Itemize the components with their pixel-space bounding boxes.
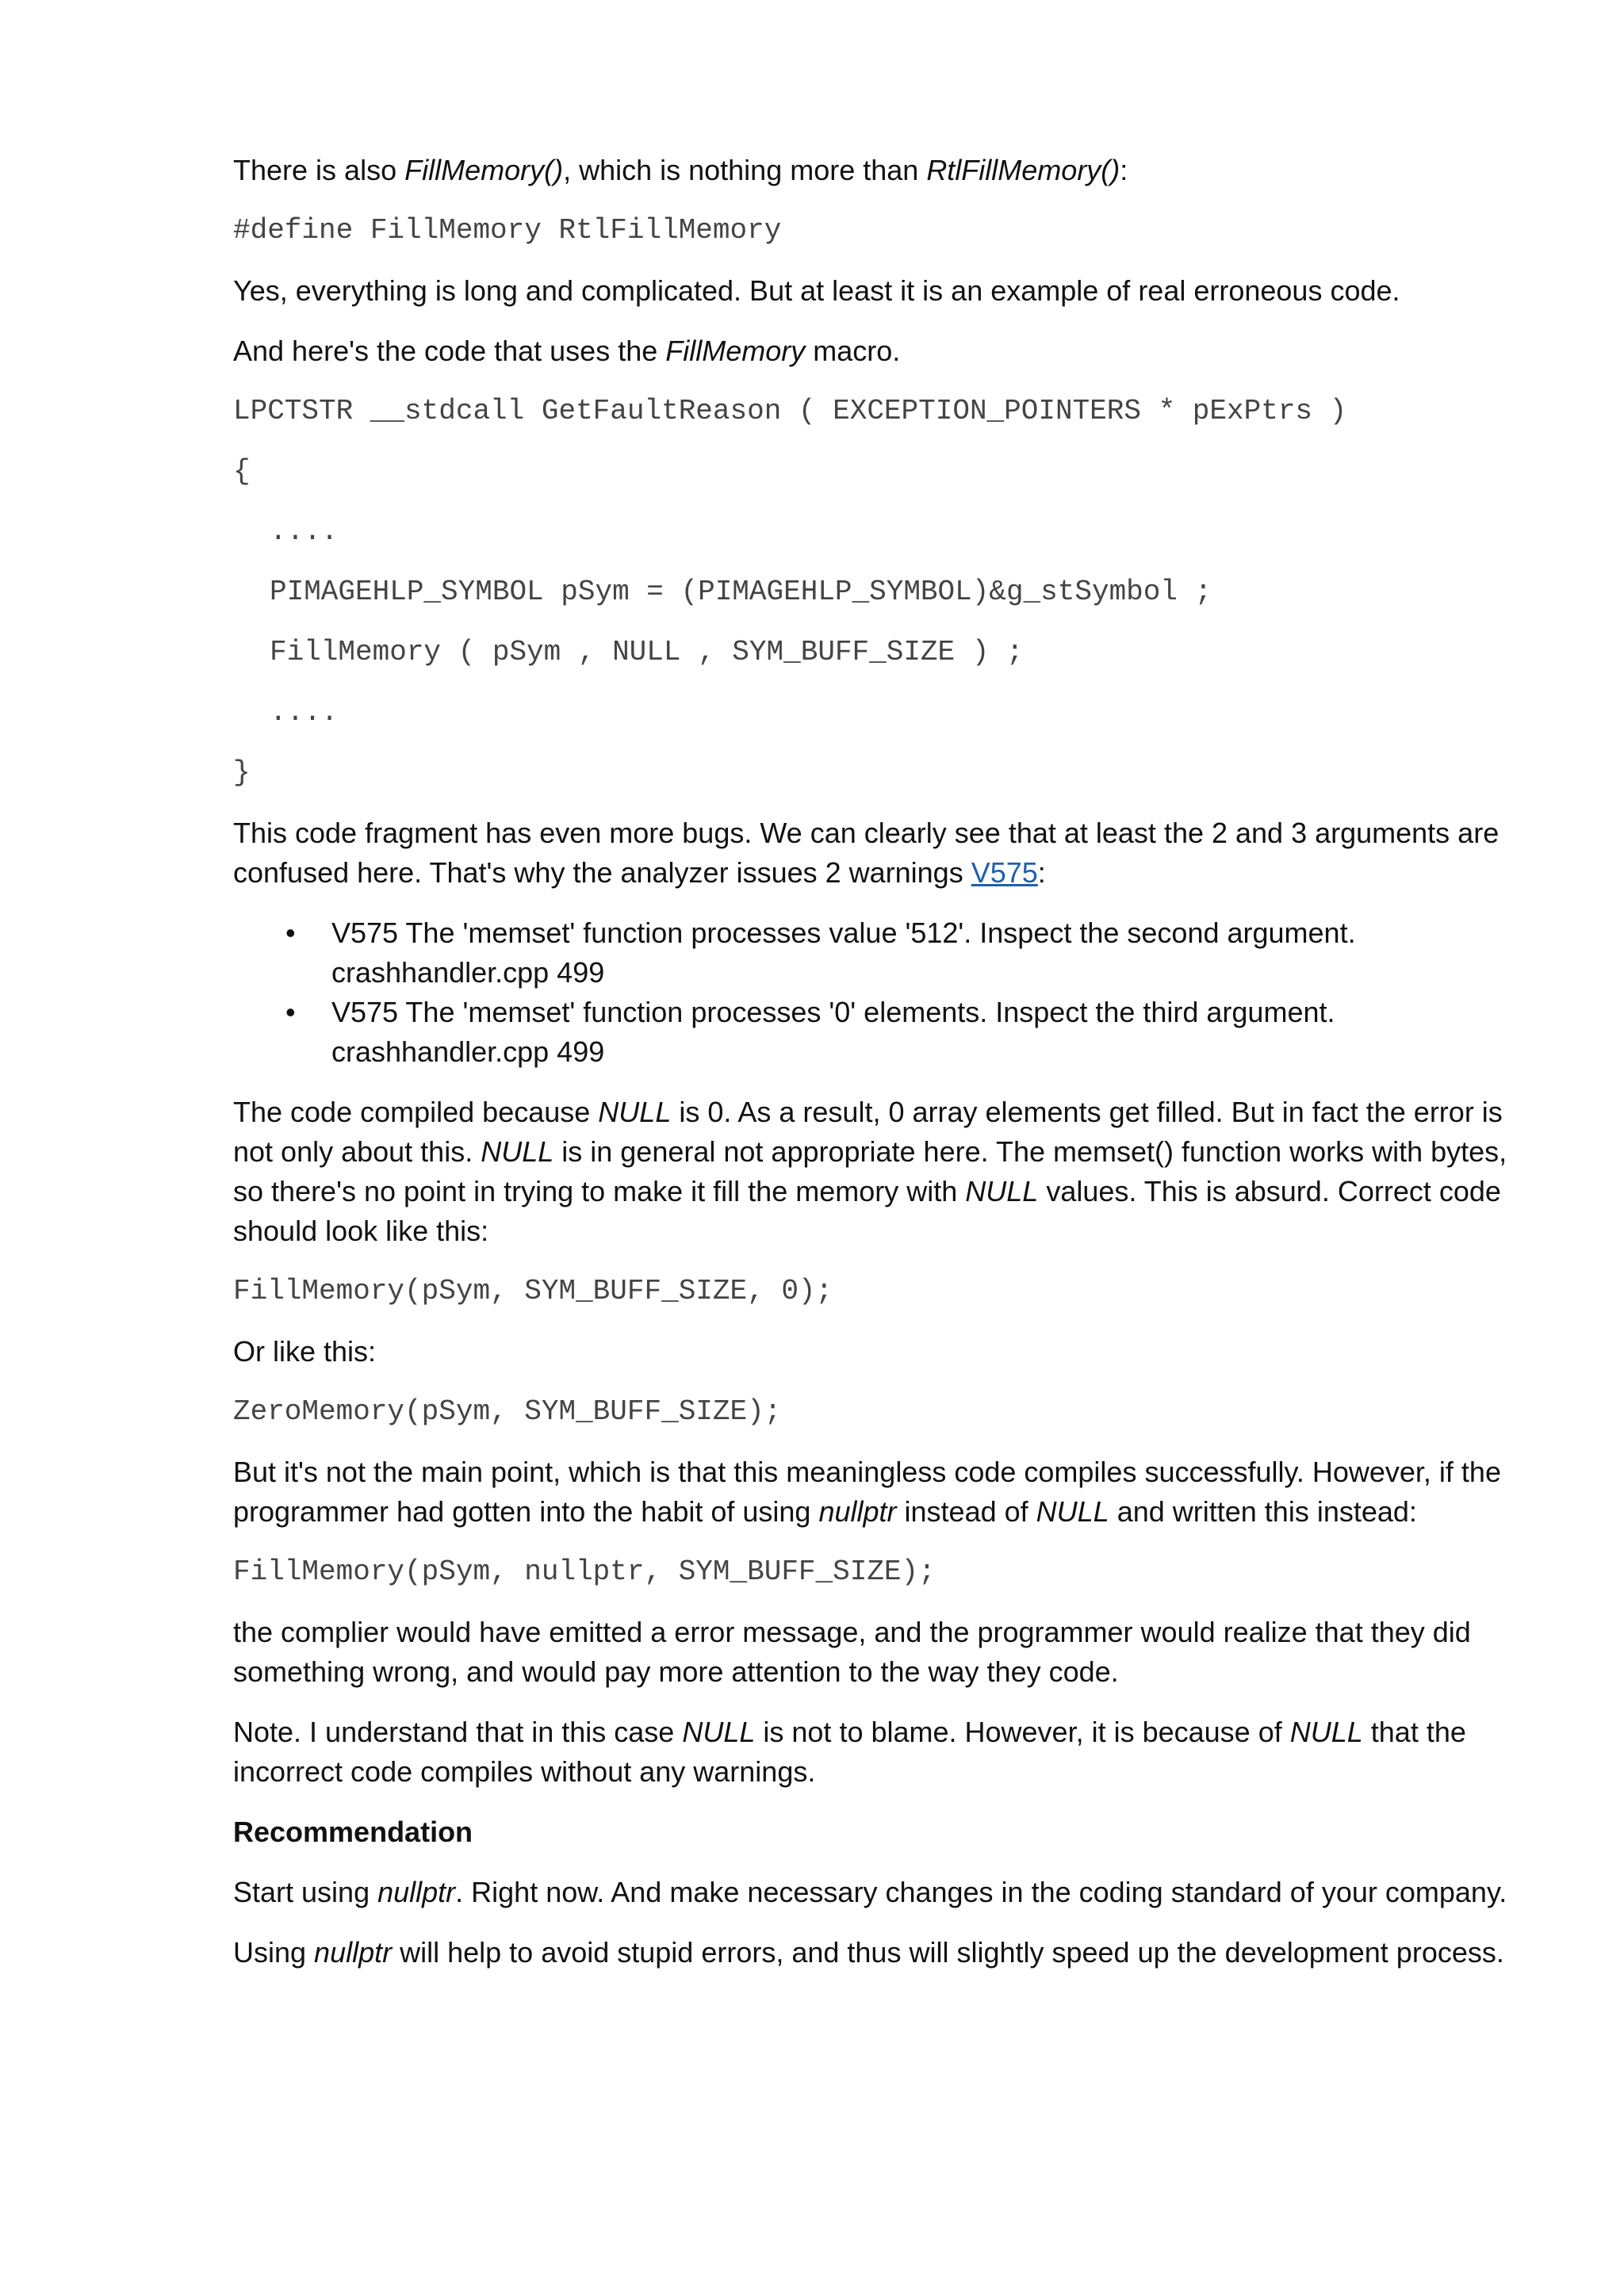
italic-null: NULL: [1036, 1495, 1109, 1528]
paragraph-or-like-this: Or like this:: [233, 1335, 377, 1368]
paragraph-using-nullptr: [233, 1933, 1518, 1973]
code-fillmemory-nullptr: FillMemory(pSym, nullptr, SYM_BUFF_SIZE);: [233, 1556, 936, 1588]
text-run: that the incorrect code compiles without any warnings.: [233, 1716, 1466, 1788]
italic-null: NULL: [965, 1175, 1039, 1207]
text-run: There is also: [233, 154, 405, 186]
paragraph-compiler-error: the complier would have emitted a error message, and the programmer would realize that they did something wrong, and would pay more attention to the way they code.: [233, 1616, 1471, 1688]
code-line: {: [233, 455, 251, 488]
italic-null: NULL: [682, 1716, 756, 1748]
code-line: ....: [270, 696, 339, 729]
code-fillmemory-correct: FillMemory(pSym, SYM_BUFF_SIZE, 0);: [233, 1275, 833, 1307]
italic-null: NULL: [1289, 1716, 1363, 1748]
paragraph-start-using-nullptr: [233, 1873, 1518, 1912]
warnings-list: [233, 913, 1518, 1072]
code-line: PIMAGEHLP_SYMBOL pSym = (PIMAGEHLP_SYMBOL)&g_stSymbol ;: [270, 576, 1212, 608]
v575-link[interactable]: V575: [971, 856, 1038, 889]
paragraph-main-point: [233, 1452, 1518, 1532]
italic-rtlfillmemory: RtlFillMemory(): [926, 154, 1120, 186]
paragraph-long-complicated: Yes, everything is long and complicated. But at least it is an example of real erroneous code.: [233, 274, 1400, 307]
text-run: :: [1120, 154, 1128, 186]
italic-nullptr: nullptr: [377, 1876, 456, 1908]
text-run: :: [1037, 856, 1046, 889]
paragraph-fillmemory-intro: [233, 151, 1518, 190]
bullet-marker: •: [285, 996, 296, 1028]
text-run: is in general not appropriate here. The memset() function works with bytes, so there's no point in trying to make it fill the memory with: [233, 1135, 1507, 1207]
text-run: The code compiled because: [233, 1096, 599, 1128]
document-page: [233, 151, 1518, 1993]
text-run: Using: [233, 1936, 315, 1969]
heading-recommendation: Recommendation: [233, 1816, 473, 1848]
text-run: Start using: [233, 1876, 378, 1908]
paragraph-null-is-zero: [233, 1093, 1518, 1251]
text-run: But it's not the main point, which is that this meaningless code compiles successfully. However, if the programmer had gotten into the habit of using: [233, 1456, 1501, 1528]
text-run: is 0. As a result, 0 array elements get filled. But in fact the error is not only about this.: [233, 1096, 1503, 1168]
text-run: instead of: [896, 1495, 1036, 1528]
text-run: , which is nothing more than: [563, 154, 927, 186]
text-run: will help to avoid stupid errors, and thus will slightly speed up the development process.: [392, 1936, 1504, 1969]
text-run: macro.: [805, 335, 901, 367]
code-block-getfaultreason: [233, 392, 1518, 793]
code-zeromemory: ZeroMemory(pSym, SYM_BUFF_SIZE);: [233, 1395, 782, 1428]
italic-null: NULL: [481, 1135, 554, 1168]
bullet-marker: •: [285, 916, 296, 949]
italic-fillmemory: FillMemory(): [404, 154, 564, 186]
code-line: FillMemory ( pSym , NULL , SYM_BUFF_SIZE ) ;: [270, 636, 1024, 668]
text-run: This code fragment has even more bugs. We can clearly see that at least the 2 and 3 arguments are confused here. That's why the analyzer issues 2 warnings: [233, 817, 1500, 889]
text-run: And here's the code that uses the: [233, 335, 666, 367]
text-run: is not to blame. However, it is because of: [755, 1716, 1290, 1748]
list-item: [233, 993, 1518, 1072]
italic-fillmemory: FillMemory: [665, 335, 806, 367]
code-define-fillmemory: #define FillMemory RtlFillMemory: [233, 214, 782, 247]
paragraph-note: [233, 1712, 1518, 1792]
text-run: and written this instead:: [1109, 1495, 1417, 1528]
code-line: ....: [270, 515, 339, 548]
paragraph-code-uses-macro: [233, 331, 1518, 371]
text-run: . Right now. And make necessary changes in the coding standard of your company.: [455, 1876, 1507, 1908]
list-item-text: V575 The 'memset' function processes value '512'. Inspect the second argument. crashhandler.cpp 499: [331, 916, 1356, 989]
code-line: }: [233, 756, 251, 789]
italic-nullptr: nullptr: [818, 1495, 897, 1528]
list-item-text: V575 The 'memset' function processes '0' elements. Inspect the third argument. crashhandler.cpp 499: [331, 996, 1335, 1068]
text-run: Note. I understand that in this case: [233, 1716, 683, 1748]
italic-nullptr: nullptr: [314, 1936, 393, 1969]
list-item: [233, 913, 1518, 993]
code-line: LPCTSTR __stdcall GetFaultReason ( EXCEPTION_POINTERS * pExPtrs ): [233, 395, 1347, 427]
paragraph-more-bugs: [233, 813, 1518, 893]
italic-null: NULL: [598, 1096, 672, 1128]
text-run: values. This is absurd. Correct code should look like this:: [233, 1175, 1501, 1247]
